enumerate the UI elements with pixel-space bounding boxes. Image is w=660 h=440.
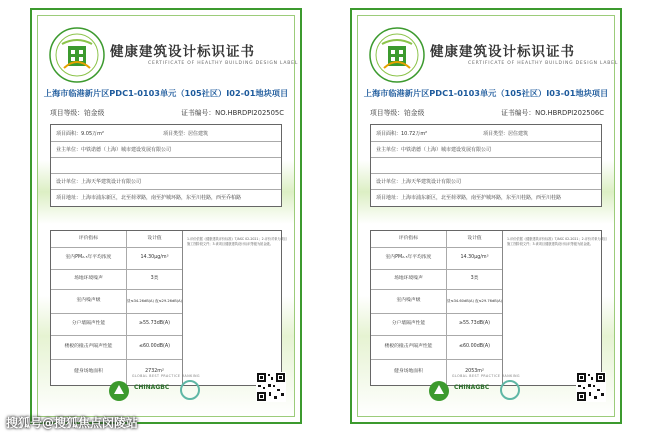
eval-row (51, 313, 182, 336)
eval-header-indicator: 评价指标 (398, 236, 419, 241)
footer-logos (358, 378, 614, 408)
eval-header (371, 231, 502, 248)
eval-indicator: 场地环境噪声 (394, 276, 423, 281)
eval-value: ≤60.00dB(A) (446, 335, 502, 359)
info-row-area (51, 125, 281, 142)
eval-header-value: 设计值 (126, 231, 182, 247)
eval-value: 昼≤34.60dB(A) 夜≤29.76dB(A) (446, 289, 502, 313)
eval-row (371, 313, 502, 336)
footer-small-text: GLOBAL BEST PRACTICE RANKING (451, 374, 520, 378)
certificate-title: 健康建筑设计标识证书 (110, 44, 255, 60)
eval-row (51, 335, 182, 360)
info-row-owner (371, 141, 601, 158)
evaluation-box (50, 230, 287, 386)
certificate-right (350, 8, 622, 424)
watermark-text: 搜狐号@搜狐焦点闵陵站 (6, 416, 139, 430)
info-row-spacer (371, 157, 601, 174)
evaluation-table (51, 231, 182, 385)
project-level: 项目等级：铂金级 (370, 109, 425, 117)
eval-row (371, 335, 502, 360)
eval-value: 2053m² (446, 359, 502, 385)
project-designer: 设计单位：上海天华建筑设计有限公司 (376, 179, 462, 185)
eval-indicator: 场地环境噪声 (74, 276, 103, 281)
info-row-address (371, 189, 601, 205)
project-level: 项目等级：铂金级 (50, 109, 105, 117)
column-divider (182, 231, 183, 385)
footer-small-text: GLOBAL BEST PRACTICE RANKING (131, 374, 200, 378)
evaluation-notes: 1.评价依据《健康建筑评价标准》T/ASC 02-2021；2.评价对象为项目施工图阶段文件；3.该项目健康建筑设计标识等级为铂金级。 (187, 237, 287, 246)
info-row-address (51, 189, 281, 205)
worldgbc-logo-icon (180, 380, 200, 400)
eval-value: 昼≤34.26dB(A) 夜≤29.26dB(A) (126, 289, 182, 313)
eval-indicator: 分户墙隔声性能 (71, 321, 106, 326)
project-designer: 设计单位：上海天华建筑设计有限公司 (56, 179, 142, 185)
project-address: 项目地址：上海市浦东新区，北至荷翠路，南至护城环路，东至川桂路，西至乔柏路 (56, 195, 242, 201)
chinagbc-label: CHINAGBC (454, 384, 490, 391)
chinagbc-logo-icon (108, 380, 130, 402)
healthy-building-logo-icon (368, 26, 426, 84)
eval-indicator: 健身场地面积 (74, 369, 103, 374)
evaluation-box (370, 230, 607, 386)
project-info-box (370, 124, 602, 207)
project-owner: 业主单位：中铁诺德（上海）城市建设发展有限公司 (376, 147, 492, 153)
certificate-subtitle: CERTIFICATE OF HEALTHY BUILDING DESIGN LABEL (148, 61, 299, 66)
eval-indicator: 楼板的撞击声隔声性能 (64, 344, 113, 349)
eval-value: 14.30μg/m³ (446, 247, 502, 269)
eval-indicator: 分户墙隔声性能 (391, 321, 426, 326)
eval-header (51, 231, 182, 248)
eval-row (371, 247, 502, 270)
eval-value: ≥55.73dB(A) (446, 313, 502, 335)
eval-row (371, 289, 502, 314)
eval-header-value: 设计值 (446, 231, 502, 247)
eval-value: 3类 (126, 269, 182, 289)
qr-code-icon (256, 372, 286, 402)
eval-indicator: 室内PM₂.₅年平均浓度 (65, 255, 112, 260)
eval-header-indicator: 评价指标 (78, 236, 99, 241)
healthy-building-logo-icon (48, 26, 106, 84)
qr-code-icon (576, 372, 606, 402)
evaluation-notes: 1.评价依据《健康建筑评价标准》T/ASC 02-2021；2.评价对象为项目施工图阶段文件；3.该项目健康建筑设计标识等级为铂金级。 (507, 237, 607, 246)
column-divider (502, 231, 503, 385)
eval-indicator: 健身场地面积 (394, 369, 423, 374)
eval-indicator: 室内PM₂.₅年平均浓度 (385, 255, 432, 260)
eval-row (51, 247, 182, 270)
certificate-subtitle: CERTIFICATE OF HEALTHY BUILDING DESIGN LABEL (468, 61, 619, 66)
info-row-spacer (51, 157, 281, 174)
project-name: 上海市临港新片区PDC1-0103单元（105社区）I03-01地块项目 (363, 88, 609, 98)
project-address: 项目地址：上海市浦东新区，北至荷翠路，南至护城环路，东至川桂路，西至川桂路 (376, 195, 562, 201)
certificate-left (30, 8, 302, 424)
eval-row (51, 269, 182, 290)
eval-value: 3类 (446, 269, 502, 289)
project-type: 项目类型：居住建筑 (483, 131, 529, 137)
eval-value: ≤60.00dB(A) (126, 335, 182, 359)
info-row-owner (51, 141, 281, 158)
info-row-area (371, 125, 601, 142)
certificate-number: 证书编号：NO.HBRDPI202505C (181, 109, 284, 117)
certificate-title: 健康建筑设计标识证书 (430, 44, 575, 60)
footer-logos (38, 378, 294, 408)
info-row-designer (371, 173, 601, 190)
certificate-number: 证书编号：NO.HBRDPI202506C (501, 109, 604, 117)
project-type: 项目类型：居住建筑 (163, 131, 209, 137)
chinagbc-label: CHINAGBC (134, 384, 170, 391)
eval-value: 2732m² (126, 359, 182, 385)
info-row-designer (51, 173, 281, 190)
chinagbc-logo-icon (428, 380, 450, 402)
project-info-box (50, 124, 282, 207)
eval-row (371, 269, 502, 290)
eval-indicator: 室内噪声级 (396, 298, 421, 303)
certificate-inner (357, 15, 619, 417)
worldgbc-logo-icon (500, 380, 520, 400)
project-owner: 业主单位：中铁诺德（上海）城市建设发展有限公司 (56, 147, 172, 153)
eval-row (51, 289, 182, 314)
certificate-inner (37, 15, 299, 417)
project-area: 项目面积：10.72万m² (376, 131, 428, 137)
evaluation-table (371, 231, 502, 385)
eval-indicator: 室内噪声级 (76, 298, 101, 303)
project-name: 上海市临港新片区PDC1-0103单元（105社区）I02-01地块项目 (43, 88, 289, 98)
eval-value: 14.30μg/m³ (126, 247, 182, 269)
eval-indicator: 楼板的撞击声隔声性能 (384, 344, 433, 349)
eval-value: ≥55.73dB(A) (126, 313, 182, 335)
project-area: 项目面积：9.05万m² (56, 131, 105, 137)
